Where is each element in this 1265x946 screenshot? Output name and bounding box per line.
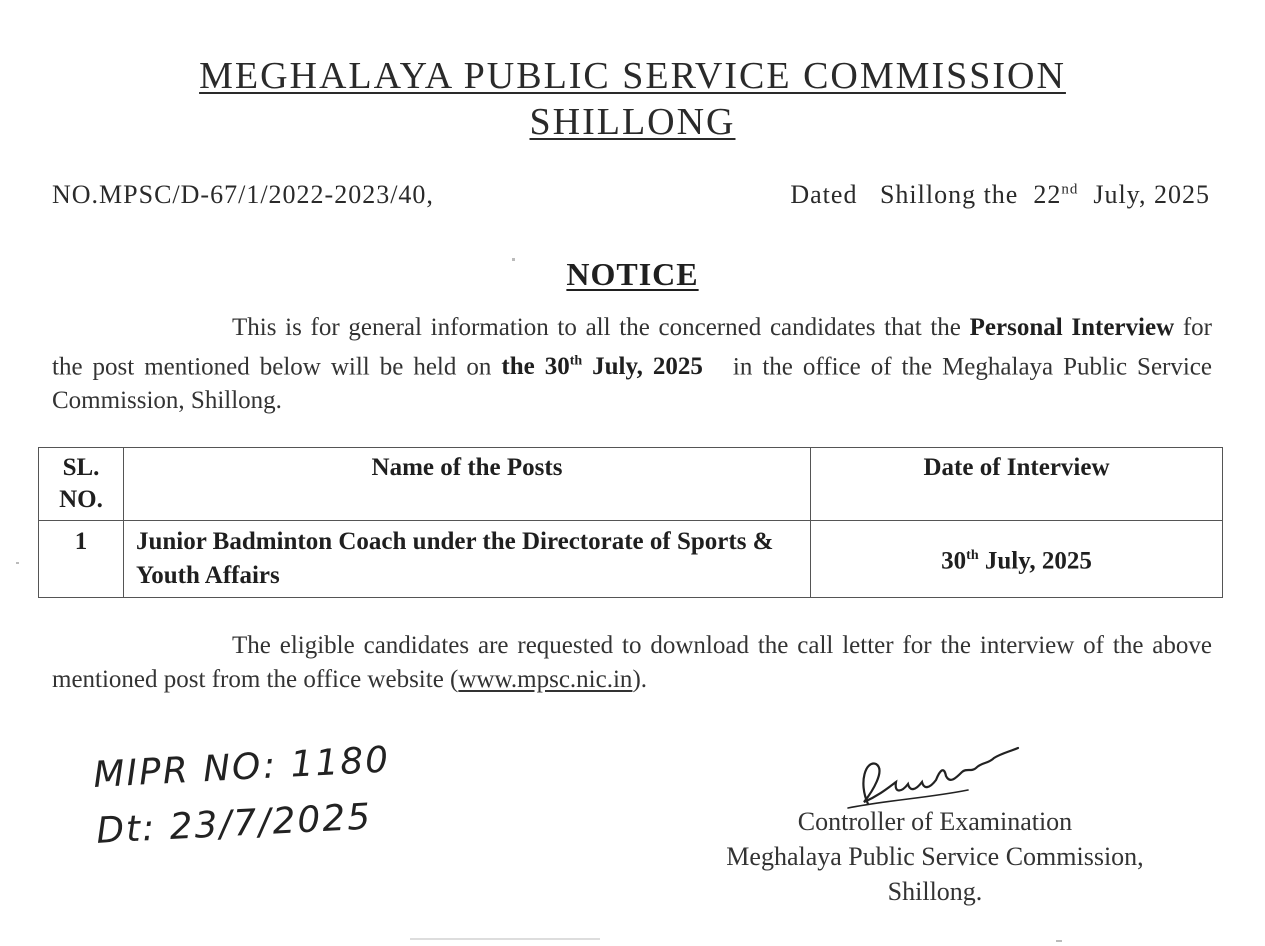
organization-name: MEGHALAYA PUBLIC SERVICE COMMISSION xyxy=(199,55,1066,97)
posts-table xyxy=(38,447,1223,598)
instructions-paragraph: The eligible candidates are requested to download the call letter for the interview of the above mentioned post from the office website (www.mpsc.nic.in). xyxy=(52,632,1212,693)
row-sl-no: 1 xyxy=(39,521,124,598)
row-interview-date: 30th July, 2025 xyxy=(811,521,1223,598)
handwritten-mipr-number: MIPR NO: 1180 xyxy=(92,739,392,796)
signature-image xyxy=(838,742,1038,812)
signatory-city: Shillong. xyxy=(887,877,983,906)
scan-speck xyxy=(512,258,515,261)
reference-date: Dated Shillong the 22nd July, 2025 xyxy=(790,180,1210,209)
handwritten-date: Dt: 23/7/2025 xyxy=(95,796,374,852)
reference-number: NO.MPSC/D-67/1/2022-2023/40, xyxy=(52,180,434,209)
signatory-organization: Meghalaya Public Service Commission, xyxy=(726,842,1144,871)
table-row xyxy=(39,521,1223,598)
handwritten-note xyxy=(92,732,394,859)
header-interview-date: Date of Interview xyxy=(811,448,1223,521)
scan-speck xyxy=(16,562,19,564)
row-post-name: Junior Badminton Coach under the Directorate of Sports & Youth Affairs xyxy=(124,521,811,598)
reference-line xyxy=(52,180,1210,210)
scan-speck xyxy=(1056,940,1062,942)
website-link[interactable]: www.mpsc.nic.in xyxy=(458,666,633,693)
header-sl-no: SL. NO. xyxy=(39,448,124,521)
notice-title: NOTICE xyxy=(566,256,699,292)
header-post-name: Name of the Posts xyxy=(124,448,811,521)
signatory-designation: Controller of Examination xyxy=(797,807,1073,836)
organization-city: SHILLONG xyxy=(529,101,736,143)
signatory-block xyxy=(700,804,1170,909)
table-header-row xyxy=(39,448,1223,521)
scan-speck xyxy=(410,938,600,940)
notice-paragraph: This is for general information to all the concerned candidates that the Personal Interview for the post mentioned below will be held on the 30th July, 2025 in the office of the Meghalaya Public Service Commission, Shillong. xyxy=(52,314,1219,415)
